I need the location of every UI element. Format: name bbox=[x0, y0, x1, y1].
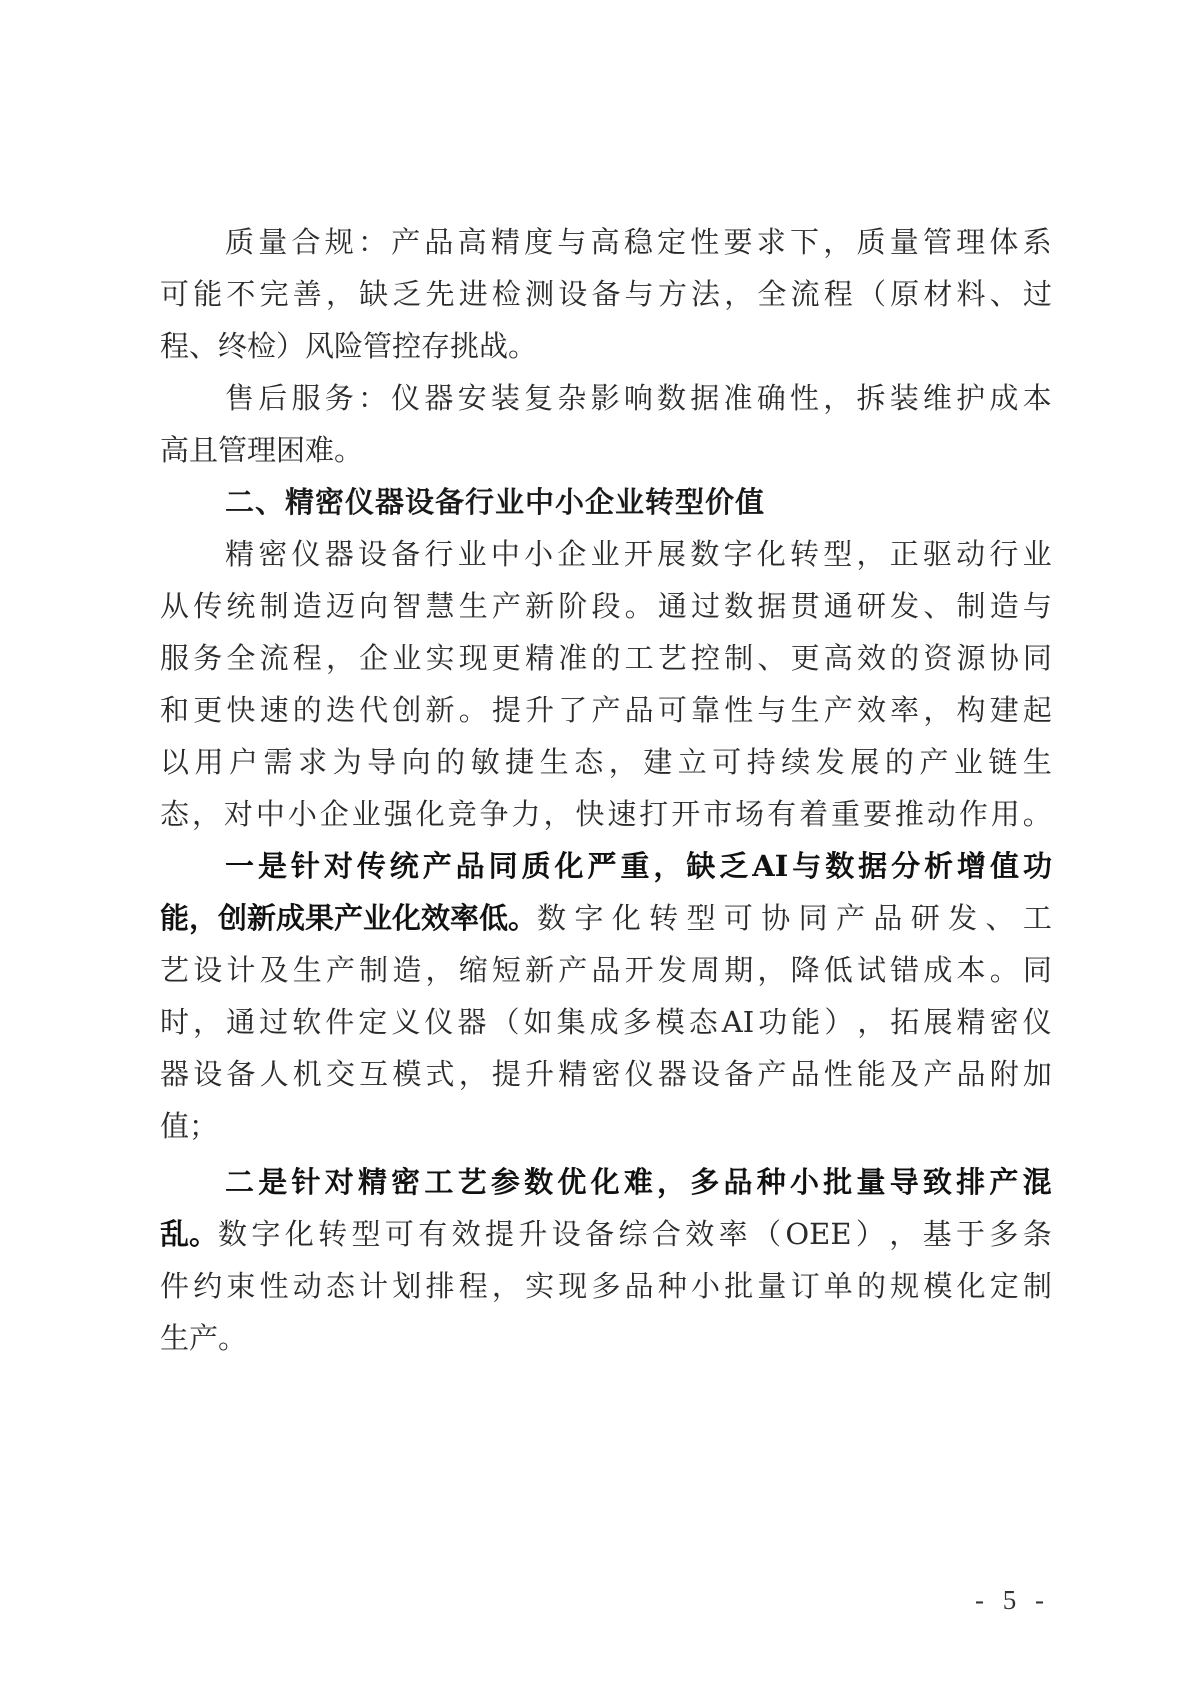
paragraph-quality-compliance-line-1: 质 量 合 规 ： 产 品 高 精 度 与 高 稳 定 性 要 求 下 ， 质 量 管 理 体 系 bbox=[225, 225, 1052, 259]
paragraph-value-line-2: 从 传 统 制 造 迈 向 智 慧 生 产 新 阶 段 。 通 过 数 据 贯 通 研 发 、 制 造 与 bbox=[160, 589, 1052, 623]
paragraph-value-line-3: 服 务 全 流 程 ， 企 业 实 现 更 精 准 的 工 艺 控 制 、 更 高 效 的 资 源 协 同 bbox=[160, 641, 1052, 675]
point-one-heading-line-2: 能，创新成果产业化效率低。 bbox=[160, 901, 538, 935]
paragraph-value-line-5: 以 用 户 需 求 为 导 向 的 敏 捷 生 态 ， 建 立 可 持 续 发 展 的 产 业 链 生 bbox=[160, 745, 1052, 779]
point-one-body-line-1: 数 字 化 转 型 可 协 同 产 品 研 发 、 工 bbox=[537, 901, 1052, 935]
paragraph-quality-compliance-line-3: 程、终检）风险管控存挑战。 bbox=[160, 329, 538, 363]
point-two-body-line-3: 生产。 bbox=[160, 1321, 248, 1355]
point-one-line-2 bbox=[160, 898, 1052, 938]
paragraph-after-sales-line-2: 高且管理困难。 bbox=[160, 433, 364, 467]
page-number: - 5 - bbox=[975, 1585, 1050, 1615]
paragraph-value-line-6: 态 ， 对 中 小 企 业 强 化 竞 争 力 ， 快 速 打 开 市 场 有 着 重 要 推 动 作 用 。 bbox=[160, 797, 1052, 831]
point-one-body-line-3: 时 ， 通 过 软 件 定 义 仪 器 （ 如 集 成 多 模 态 AI 功 能 ） ， 拓 展 精 密 仪 bbox=[160, 1005, 1052, 1039]
point-one-body-line-5: 值； bbox=[160, 1109, 219, 1143]
point-one-body-line-4: 器 设 备 人 机 交 互 模 式 ， 提 升 精 密 仪 器 设 备 产 品 性 能 及 产 品 附 加 bbox=[160, 1057, 1052, 1091]
section-heading: 二、精密仪器设备行业中小企业转型价值 bbox=[225, 485, 766, 519]
paragraph-after-sales-line-1: 售 后 服 务 ： 仪 器 安 装 复 杂 影 响 数 据 准 确 性 ， 拆 装 维 护 成 本 bbox=[225, 381, 1052, 415]
point-two-body-line-2: 件 约 束 性 动 态 计 划 排 程 ， 实 现 多 品 种 小 批 量 订 单 的 规 模 化 定 制 bbox=[160, 1269, 1052, 1303]
point-one-heading-line-1: 一 是 针 对 传 统 产 品 同 质 化 严 重 ， 缺 乏 AI 与 数 据 分 析 增 值 功 bbox=[225, 849, 1052, 883]
point-two-heading-line-2: 乱。 bbox=[160, 1217, 219, 1251]
point-two-body-line-1: 数 字 化 转 型 可 有 效 提 升 设 备 综 合 效 率 （ OEE ） ， 基 于 多 条 bbox=[218, 1217, 1052, 1251]
point-two-heading-line-1: 二 是 针 对 精 密 工 艺 参 数 优 化 难 ， 多 品 种 小 批 量 导 致 排 产 混 bbox=[225, 1165, 1052, 1199]
point-one-body-line-2: 艺 设 计 及 生 产 制 造 ， 缩 短 新 产 品 开 发 周 期 ， 降 低 试 错 成 本 。 同 bbox=[160, 953, 1052, 987]
paragraph-quality-compliance-line-2: 可 能 不 完 善 ， 缺 乏 先 进 检 测 设 备 与 方 法 ， 全 流 程 （ 原 材 料 、 过 bbox=[160, 277, 1052, 311]
paragraph-value-line-4: 和 更 快 速 的 迭 代 创 新 。 提 升 了 产 品 可 靠 性 与 生 产 效 率 ， 构 建 起 bbox=[160, 693, 1052, 727]
paragraph-value-line-1: 精 密 仪 器 设 备 行 业 中 小 企 业 开 展 数 字 化 转 型 ， 正 驱 动 行 业 bbox=[225, 537, 1052, 571]
point-two-line-2 bbox=[160, 1214, 1052, 1254]
